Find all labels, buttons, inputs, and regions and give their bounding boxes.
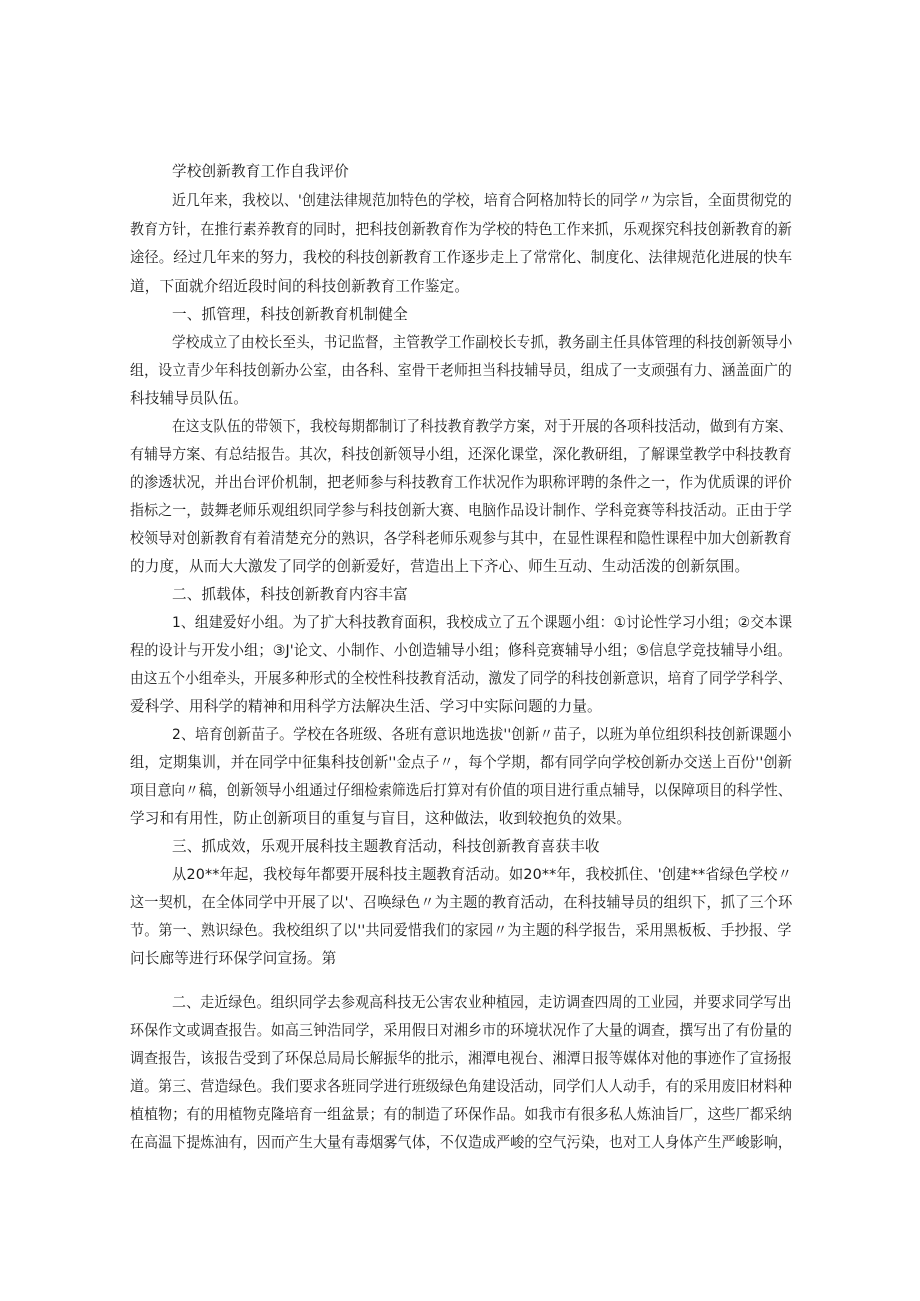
text-line: 1、组建爱好小组。为了扩大科技教育面积，我校成立了五个课题小组：①讨论性学习小组；②交本课 bbox=[172, 614, 793, 631]
text-line: 组，定期集训，并在同学中征集科技创新''金点子〃，每个学期，都有同学向学校创新办交送上百份''创新 bbox=[130, 754, 793, 771]
text-line: 节。第一、熟识绿色。我校组织了以''共同爱惜我们的家园〃为主题的科学报告，采用黑板板、手抄报、学 bbox=[130, 922, 792, 939]
text-line: 校领导对创新教育有着清楚充分的熟识，各学科老师乐观参与其中，在显性课程和隐性课程中加大创新教育 bbox=[130, 530, 792, 547]
text-line: 组，设立青少年科技创新办公室，由各科、室骨干老师担当科技辅导员，组成了一支顽强有力、涵盖面广的 bbox=[130, 362, 792, 379]
text-line: 在高温下提炼油有，因而产生大量有毒烟雾气体，不仅造成严峻的空气污染，也对工人身体产生严峻影响， bbox=[130, 1134, 792, 1151]
text-line: 植植物；有的用植物克隆培育一组盆景；有的制造了环保作品。如我市有很多私人炼油旨厂，这些厂都采纳 bbox=[130, 1106, 792, 1123]
text-line: 项目意向〃稿，创新领导小组通过仔细检索筛选后打算对有价值的项目进行重点辅导，以保障项目的科学性、 bbox=[130, 782, 792, 799]
text-line: 学习和有用性，防止创新项目的重复与盲目，这种做法，收到较抱负的效果。 bbox=[130, 810, 632, 827]
text-line: 这一契机，在全体同学中开展了以'、召唤绿色〃为主题的教育活动，在科技辅导员的组织下，抓了三个环 bbox=[130, 894, 793, 911]
text-line: 学校成立了由校长至头，书记监督，主管教学工作副校长专抓，教务副主任具体管理的科技创新领导小 bbox=[172, 334, 793, 351]
text-line: 程的设计与开发小组；③J'论文、小制作、小创造辅导小组；修科竞赛辅导小组；⑤信息学竞技辅导小组。 bbox=[130, 642, 792, 659]
section-heading: 三、抓成效，乐观开展科技主题教育活动，科技创新教育喜获丰收 bbox=[172, 838, 600, 855]
text-line: 有辅导方案、有总结报告。其次，科技创新领导小组，还深化课堂，深化教研组，了解课堂教学中科技教育 bbox=[130, 446, 792, 463]
text-line: 途径。经过几年来的努力，我校的科技创新教育工作逐步走上了常常化、制度化、法律规范化进展的快车 bbox=[130, 249, 793, 266]
section-heading: 一、抓管理，科技创新教育机制健全 bbox=[172, 306, 408, 323]
text-line: 道，下面就介绍近段时间的科技创新教育工作鉴定。 bbox=[130, 278, 470, 295]
text-line: 在这支队伍的带领下，我校每期都制订了科技教育教学方案，对于开展的各项科技活动，做到有方案、 bbox=[172, 418, 793, 435]
document-title: 学校创新教育工作自我评价 bbox=[172, 163, 349, 180]
text-line: 2、培育创新苗子。学校在各班级、各班有意识地选拔''创新〃苗子，以班为单位组织科技创新课题小 bbox=[172, 726, 792, 743]
text-line: 问长廊等进行环保学问宣扬。第 bbox=[130, 950, 337, 967]
text-line: 从20**年起，我校每年都要开展科技主题教育活动。如20**年，我校抓住、'创建**省绿色学校〃 bbox=[172, 866, 793, 883]
text-line: 科技辅导员队伍。 bbox=[130, 390, 248, 407]
text-line: 近几年来，我校以、'创建法律规范加特色的学校，培育合阿格加特长的同学〃为宗旨，全面贯彻党的 bbox=[172, 192, 792, 209]
text-line: 的渗透状况，并出台评价机制，把老师参与科技教育工作状况作为职称评聘的条件之一，作为优质课的评价 bbox=[130, 474, 792, 491]
text-line: 由这五个小组牵头，开展多种形式的全校性科技教育活动，激发了同学的科技创新意识，培育了同学学科学、 bbox=[130, 670, 792, 687]
text-line: 道。第三、营造绿色。我们要求各班同学进行班级绿色角建设活动，同学们人人动手，有的采用废旧材料种 bbox=[130, 1078, 792, 1095]
text-line: 的力度，从而大大激发了同学的创新爱好，营造出上下齐心、师生互动、生动活泼的创新氛围。 bbox=[130, 558, 750, 575]
text-line: 调查报告，该报告受到了环保总局局长解振华的批示，湘潭电视台、湘潭日报等媒体对他的事迹作了宣扬报 bbox=[130, 1050, 792, 1067]
section-heading: 二、抓载体，科技创新教育内容丰富 bbox=[172, 586, 408, 603]
text-line: 爱科学、用科学的精神和用科学方法解决生活、学习中实际问题的力量。 bbox=[130, 698, 602, 715]
text-line: 教育方针，在推行素养教育的同时，把科技创新教育作为学校的特色工作来抓，乐观探究科技创新教育的新 bbox=[130, 221, 792, 238]
text-line: 指标之一，鼓舞老师乐观组织同学参与科技创新大赛、电脑作品设计制作、学科竞赛等科技活动。正由于学 bbox=[130, 502, 792, 519]
text-line: 二、走近绿色。组织同学去参观高科技无公害农业种植园，走访调查四周的工业园，并要求同学写出 bbox=[172, 994, 792, 1011]
text-line: 环保作文或调查报告。如高三钟浩同学，采用假日对湘乡市的环境状况作了大量的调查，撰写出了有份量的 bbox=[130, 1022, 792, 1039]
